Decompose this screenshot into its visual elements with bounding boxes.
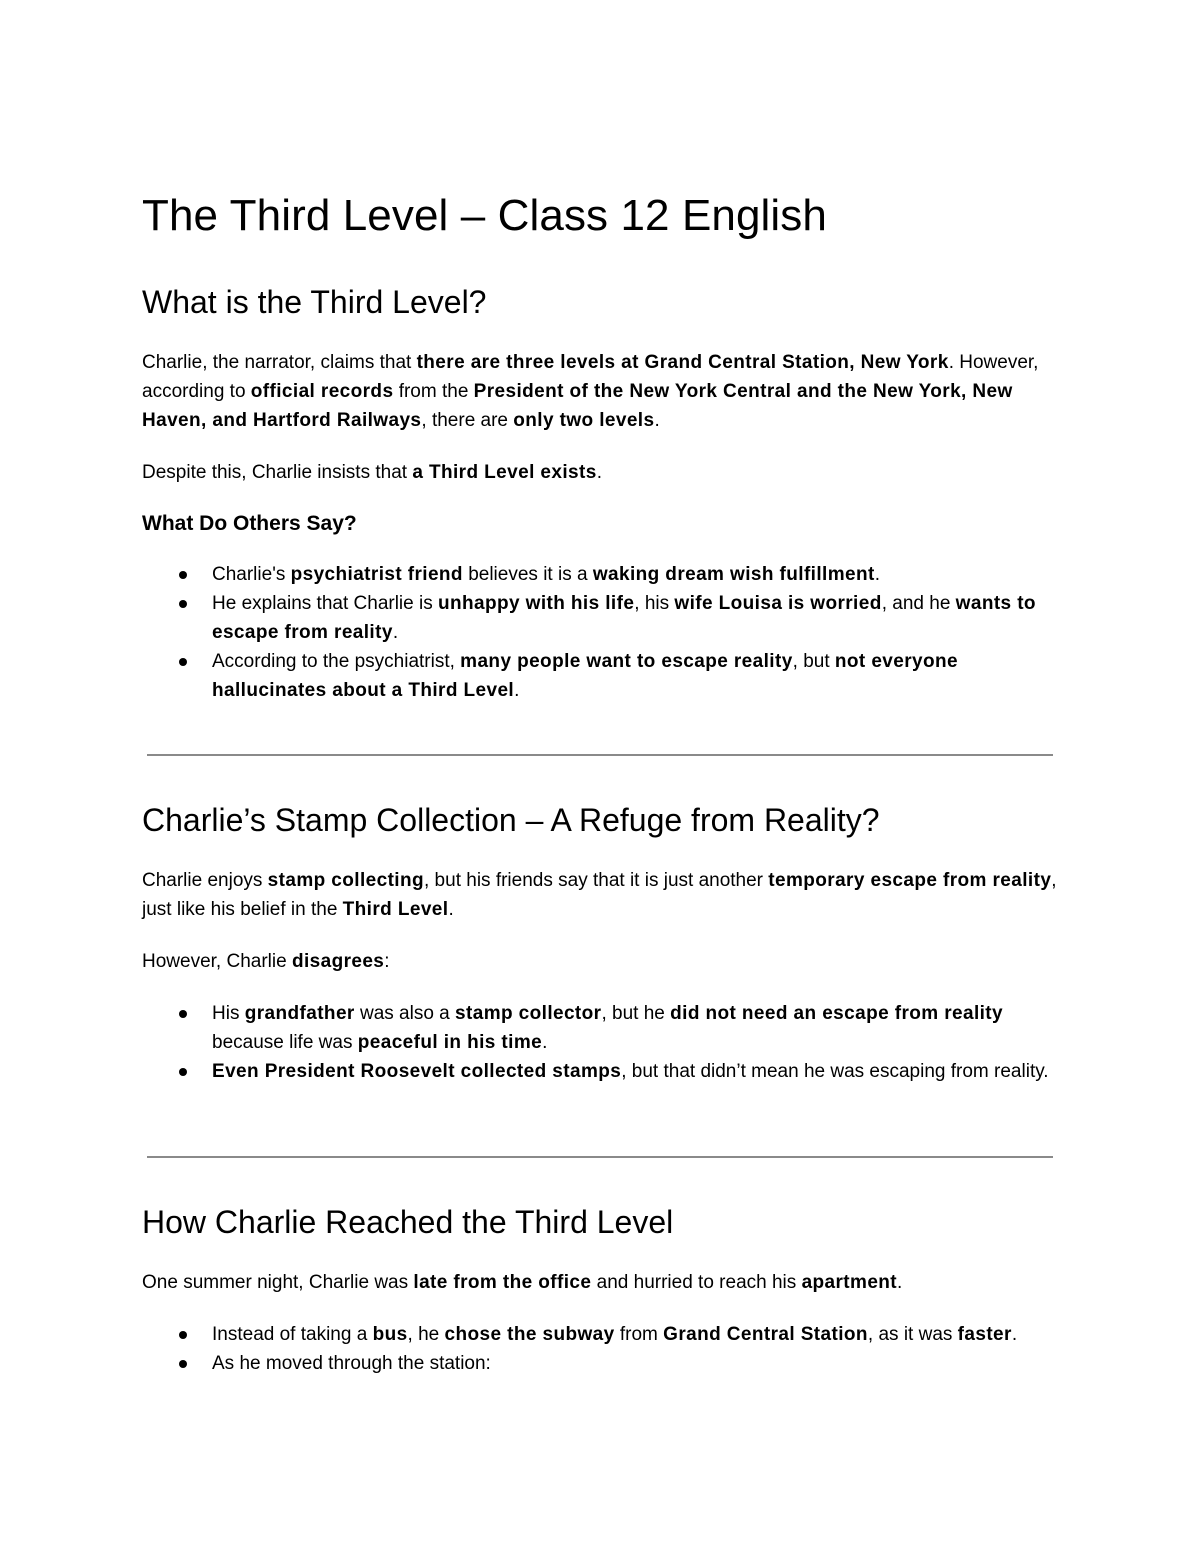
text-run: Despite this, Charlie insists that bbox=[142, 462, 413, 483]
bold-text: faster bbox=[957, 1324, 1012, 1345]
text-run: because life was bbox=[212, 1032, 358, 1053]
bold-text: bus bbox=[372, 1324, 408, 1345]
document-title: The Third Level – Class 12 English bbox=[142, 191, 827, 240]
text-run: . bbox=[897, 1272, 903, 1293]
bold-text: did not need an escape from reality bbox=[670, 1003, 1004, 1024]
section-how-charlie-reached bbox=[142, 1202, 1062, 1401]
text-run: , but he bbox=[601, 1003, 671, 1024]
bold-text: disagrees bbox=[291, 951, 385, 972]
bold-text: only two levels bbox=[513, 410, 655, 431]
text-run: , but bbox=[792, 651, 835, 672]
text-run: Charlie enjoys bbox=[142, 870, 268, 891]
bullet-icon bbox=[179, 1010, 187, 1018]
text-run: His bbox=[212, 1003, 245, 1024]
bullet-list bbox=[142, 1320, 1062, 1378]
bold-text: Even President Roosevelt collected stamps bbox=[212, 1061, 622, 1082]
bullet-icon bbox=[179, 1331, 187, 1339]
text-run: As he moved through the station: bbox=[212, 1353, 491, 1374]
horizontal-divider bbox=[147, 754, 1053, 756]
paragraph bbox=[142, 866, 1062, 924]
text-run: : bbox=[384, 951, 390, 972]
text-run: from bbox=[614, 1324, 664, 1345]
text-run: Charlie, the narrator, claims that bbox=[142, 352, 417, 373]
paragraph bbox=[142, 458, 1062, 487]
text-run: . bbox=[874, 564, 880, 585]
bold-text: Grand Central Station bbox=[663, 1324, 868, 1345]
text-run: . bbox=[448, 899, 454, 920]
list-item bbox=[142, 647, 1062, 705]
paragraph bbox=[142, 947, 1062, 976]
section-heading: Charlie’s Stamp Collection – A Refuge from Reality? bbox=[142, 802, 880, 838]
text-run: , his bbox=[634, 593, 675, 614]
text-run: , and he bbox=[881, 593, 956, 614]
section-stamp-collection bbox=[142, 800, 1062, 1109]
bold-text: many people want to escape reality bbox=[460, 651, 793, 672]
bold-text: apartment bbox=[801, 1272, 898, 1293]
bold-text: Third Level bbox=[342, 899, 449, 920]
text-run: , he bbox=[407, 1324, 445, 1345]
bold-text: psychiatrist friend bbox=[290, 564, 463, 585]
bold-text: there are three levels at Grand Central Station, New York bbox=[416, 352, 949, 373]
bold-text: unhappy with his life bbox=[438, 593, 635, 614]
text-run: was also a bbox=[354, 1003, 456, 1024]
section-heading: What is the Third Level? bbox=[142, 284, 487, 320]
list-item bbox=[142, 560, 1062, 589]
text-run: and hurried to reach his bbox=[591, 1272, 802, 1293]
horizontal-divider bbox=[147, 1156, 1053, 1158]
text-run: Instead of taking a bbox=[212, 1324, 373, 1345]
bullet-list bbox=[142, 999, 1062, 1086]
bold-text: President of the New York Central and the New York, New Haven, and Hartford Railways bbox=[142, 381, 1013, 431]
text-run: . bbox=[392, 622, 399, 643]
list-item bbox=[142, 1320, 1062, 1349]
text-run: . bbox=[596, 462, 602, 483]
text-run: , just like his belief in the bbox=[142, 870, 1057, 920]
list-item bbox=[142, 999, 1062, 1057]
bold-text: stamp collector bbox=[455, 1003, 602, 1024]
text-run: from the bbox=[393, 381, 474, 402]
list-item bbox=[142, 589, 1062, 647]
section-heading: How Charlie Reached the Third Level bbox=[142, 1204, 674, 1240]
text-run: . bbox=[1011, 1324, 1018, 1345]
bullet-icon bbox=[179, 571, 187, 579]
bold-text: stamp collecting bbox=[267, 870, 424, 891]
text-run: , as it was bbox=[867, 1324, 958, 1345]
bullet-icon bbox=[179, 1360, 187, 1368]
bold-text: wants to escape from reality bbox=[212, 593, 1036, 643]
text-run: . However, according to bbox=[142, 352, 1039, 402]
text-run: , but his friends say that it is just another bbox=[424, 870, 769, 891]
bold-text: late from the office bbox=[413, 1272, 592, 1293]
text-run: , but that didn’t mean he was escaping from reality. bbox=[621, 1061, 1049, 1082]
paragraph bbox=[142, 1268, 1062, 1297]
bold-text: a Third Level exists bbox=[412, 462, 597, 483]
text-run: , there are bbox=[421, 410, 514, 431]
text-run: believes it is a bbox=[462, 564, 593, 585]
bold-text: official records bbox=[250, 381, 394, 402]
text-run: One summer night, Charlie was bbox=[142, 1272, 414, 1293]
bold-text: waking dream wish fulfillment bbox=[592, 564, 875, 585]
sub-heading: What Do Others Say? bbox=[142, 512, 357, 535]
paragraph bbox=[142, 348, 1062, 435]
bold-text: peaceful in his time bbox=[357, 1032, 543, 1053]
bold-text: chose the subway bbox=[444, 1324, 615, 1345]
bold-text: grandfather bbox=[244, 1003, 355, 1024]
bold-text: not everyone hallucinates about a Third Level bbox=[212, 651, 958, 701]
text-run: Charlie's bbox=[212, 564, 291, 585]
text-run: He explains that Charlie is bbox=[212, 593, 438, 614]
list-item bbox=[142, 1349, 1062, 1378]
text-run: . bbox=[514, 680, 520, 701]
section-what-is-third-level bbox=[142, 190, 1062, 728]
bullet-list bbox=[142, 560, 1062, 705]
bullet-icon bbox=[179, 1068, 187, 1076]
bold-text: temporary escape from reality bbox=[768, 870, 1052, 891]
text-run: . bbox=[654, 410, 660, 431]
bullet-icon bbox=[179, 600, 187, 608]
text-run: However, Charlie bbox=[142, 951, 292, 972]
bold-text: wife Louisa is worried bbox=[674, 593, 882, 614]
bullet-icon bbox=[179, 658, 187, 666]
list-item bbox=[142, 1057, 1062, 1086]
text-run: . bbox=[542, 1032, 548, 1053]
text-run: According to the psychiatrist, bbox=[212, 651, 461, 672]
